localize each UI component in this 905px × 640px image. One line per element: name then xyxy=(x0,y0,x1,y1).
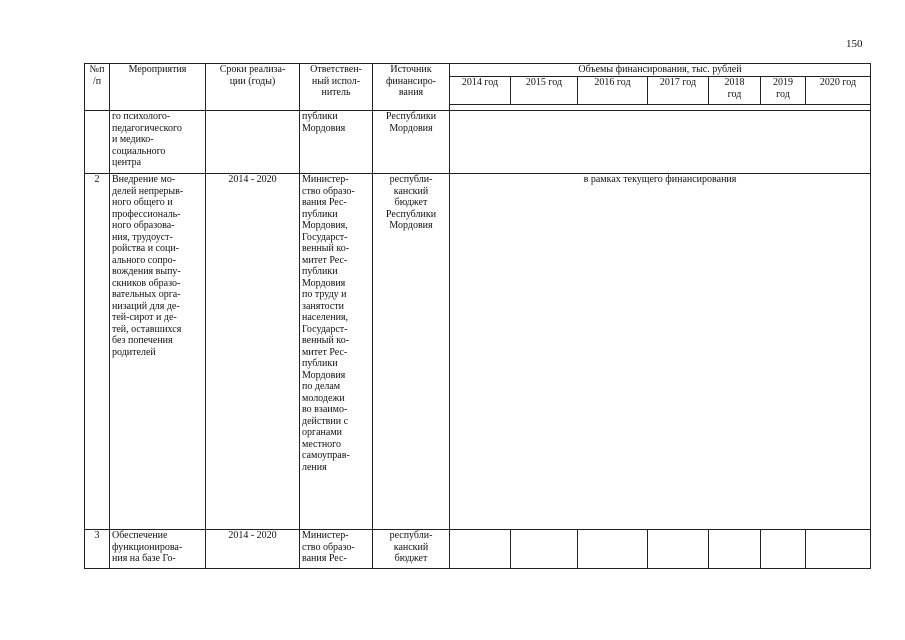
row-2018-cell xyxy=(709,530,761,569)
header-terms: Сроки реализа- ции (годы) xyxy=(206,64,300,111)
row-2019-cell xyxy=(761,530,806,569)
row-2015-cell xyxy=(511,530,578,569)
header-row xyxy=(85,64,871,77)
row-2014-cell xyxy=(450,530,511,569)
row-num: 3 xyxy=(85,530,110,569)
year-2020: 2020 год xyxy=(806,77,871,105)
year-2017: 2017 год xyxy=(648,77,709,105)
row-num: 2 xyxy=(85,174,110,530)
row-source: Республики Мордовия xyxy=(373,111,450,174)
row-2020-cell xyxy=(806,530,871,569)
year-2016: 2016 год xyxy=(578,77,648,105)
year-2015: 2015 год xyxy=(511,77,578,105)
row-responsible: публики Мордовия xyxy=(300,111,373,174)
row-source: республи- канский бюджет xyxy=(373,530,450,569)
year-2018: 2018 год xyxy=(709,77,761,105)
table-row xyxy=(85,530,871,569)
header-num: №п /п xyxy=(85,64,110,111)
table-row xyxy=(85,111,871,174)
row-measure: Внедрение мо- делей непрерыв- ного общего и профессиональ- ного образова- ния, трудоуст- ройства и соци- ального сопро- вождения выпу- скников образо- вательных орга- низаций для де- тей-сирот и де- тей, оставшихся без попечения родителей xyxy=(110,174,206,530)
table-row xyxy=(85,174,871,530)
row-source: республи- канский бюджет Республики Мордовия xyxy=(373,174,450,530)
row-responsible: Министер- ство образо- вания Рес- публики Мордовия, Государст- венный ко- митет Рес- публики Мордовия по труду и занятости населения, Государст- венный ко- митет Рес- публики Мордовия по делам молодежи во взаимо- действии с органами местного самоуправ- ления xyxy=(300,174,373,530)
row-terms: 2014 - 2020 xyxy=(206,174,300,530)
row-responsible: Министер- ство образо- вания Рес- xyxy=(300,530,373,569)
year-2019: 2019 год xyxy=(761,77,806,105)
row-terms xyxy=(206,111,300,174)
header-source: Источник финансиро- вания xyxy=(373,64,450,111)
funding-table xyxy=(84,63,871,569)
row-2016-cell xyxy=(578,530,648,569)
row-funding xyxy=(450,111,871,174)
row-measure: Обеспечение функционирова- ния на базе Го- xyxy=(110,530,206,569)
header-funding: Объемы финансирования, тыс. рублей xyxy=(450,64,871,77)
row-terms: 2014 - 2020 xyxy=(206,530,300,569)
year-2014: 2014 год xyxy=(450,77,511,105)
row-2017-cell xyxy=(648,530,709,569)
header-measures: Мероприятия xyxy=(110,64,206,111)
header-responsible: Ответствен- ный испол- нитель xyxy=(300,64,373,111)
row-measure: го психолого- педагогического и медико- социального центра xyxy=(110,111,206,174)
row-num xyxy=(85,111,110,174)
page-number: 150 xyxy=(846,38,863,50)
row-funding: в рамках текущего финансирования xyxy=(450,174,871,530)
